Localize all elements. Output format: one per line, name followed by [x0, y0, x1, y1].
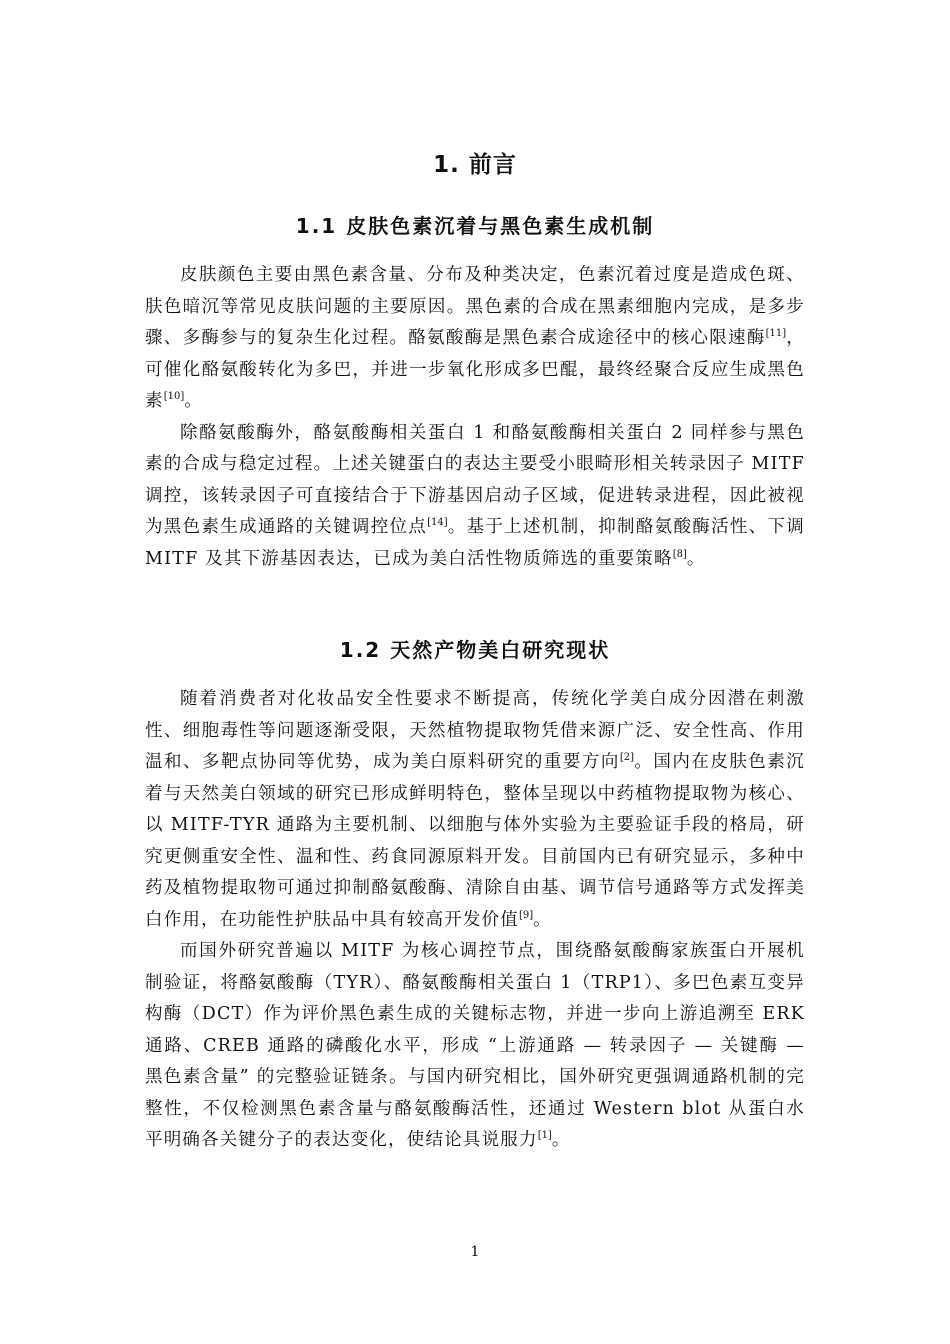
section-heading-1-2: 1.2 天然产物美白研究现状 — [339, 638, 611, 662]
section-body-1-1 — [145, 260, 805, 575]
citation-marker: [11] — [765, 328, 787, 339]
citation-marker: [9] — [519, 909, 534, 921]
page-number: 1 — [470, 1244, 480, 1260]
citation-marker: [14] — [427, 517, 448, 528]
paragraph: 皮肤颜色主要由黑色素含量、分布及种类决定，色素沉着过度是造成色斑、肤色暗沉等常见皮肤问题的主要原因。黑色素的合成在黑素细胞内完成，是多步骤、多酶参与的复杂生化过程。酪氨酸酶是黑色素合成途径中的核心限速酶[11]，可催化酪氨酸转化为多巴，并进一步氧化形成多巴醌，最终经聚合反应生成黑色素[10]。 — [145, 265, 805, 411]
paragraph: 除酪氨酸酶外，酪氨酸酶相关蛋白 1 和酪氨酸酶相关蛋白 2 同样参与黑色素的合成与稳定过程。上述关键蛋白的表达主要受小眼畸形相关转录因子 MITF 调控，该转录因子可直接结合于下游基因启动子区域，促进转录进程，因此被视为黑色素生成通路的关键调控位点[14]。基于上述机制，抑制酪氨酸酶活性、下调 MITF 及其下游基因表达，已成为美白活性物质筛选的重要策略[8]。 — [145, 422, 805, 569]
paragraph: 而国外研究普遍以 MITF 为核心调控节点，围绕酪氨酸酶家族蛋白开展机制验证，将酪氨酸酶（TYR）、酪氨酸酶相关蛋白 1（TRP1）、多巴色素互变异构酶（DCT）作为评价黑色素生成的关键标志物，并进一步向上游追溯至 ERK 通路、CREB 通路的磷酸化水平，形成 “上游通路 — 转录因子 — 关键酶 — 黑色素含量” 的完整验证链条。与国内研究相比，国外研究更强调通路机制的完整性，不仅检测黑色素含量与酪氨酸酶活性，还通过 Western blot 从蛋白水平明确各关键分子的表达变化，使结论具说服力[1]。 — [145, 941, 805, 1150]
paragraph: 随着消费者对化妆品安全性要求不断提高，传统化学美白成分因潜在刺激性、细胞毒性等问题逐渐受限，天然植物提取物凭借来源广泛、安全性高、作用温和、多靶点协同等优势，成为美白原料研究的重要方向[2]。国内在皮肤色素沉着与天然美白领域的研究已形成鲜明特色，整体呈现以中药植物提取物为核心、以 MITF-TYR 通路为主要机制、以细胞与体外实验为主要验证手段的格局，研究更侧重安全性、温和性、药食同源原料开发。目前国内已有研究显示，多种中药及植物提取物可通过抑制酪氨酸酶、清除自由基、调节信号通路等方式发挥美白作用，在功能性护肤品中具有较高开发价值[9]。 — [145, 689, 805, 930]
citation-marker: [10] — [163, 391, 185, 402]
citation-marker: [8] — [672, 548, 687, 560]
citation-marker: [2] — [619, 752, 635, 763]
citation-marker: [1] — [537, 1130, 552, 1141]
document-page — [145, 0, 805, 1344]
section-body-1-2 — [145, 684, 805, 1157]
chapter-title: 1. 前言 — [433, 152, 517, 178]
section-heading-1-1: 1.1 皮肤色素沉着与黑色素生成机制 — [295, 214, 655, 238]
